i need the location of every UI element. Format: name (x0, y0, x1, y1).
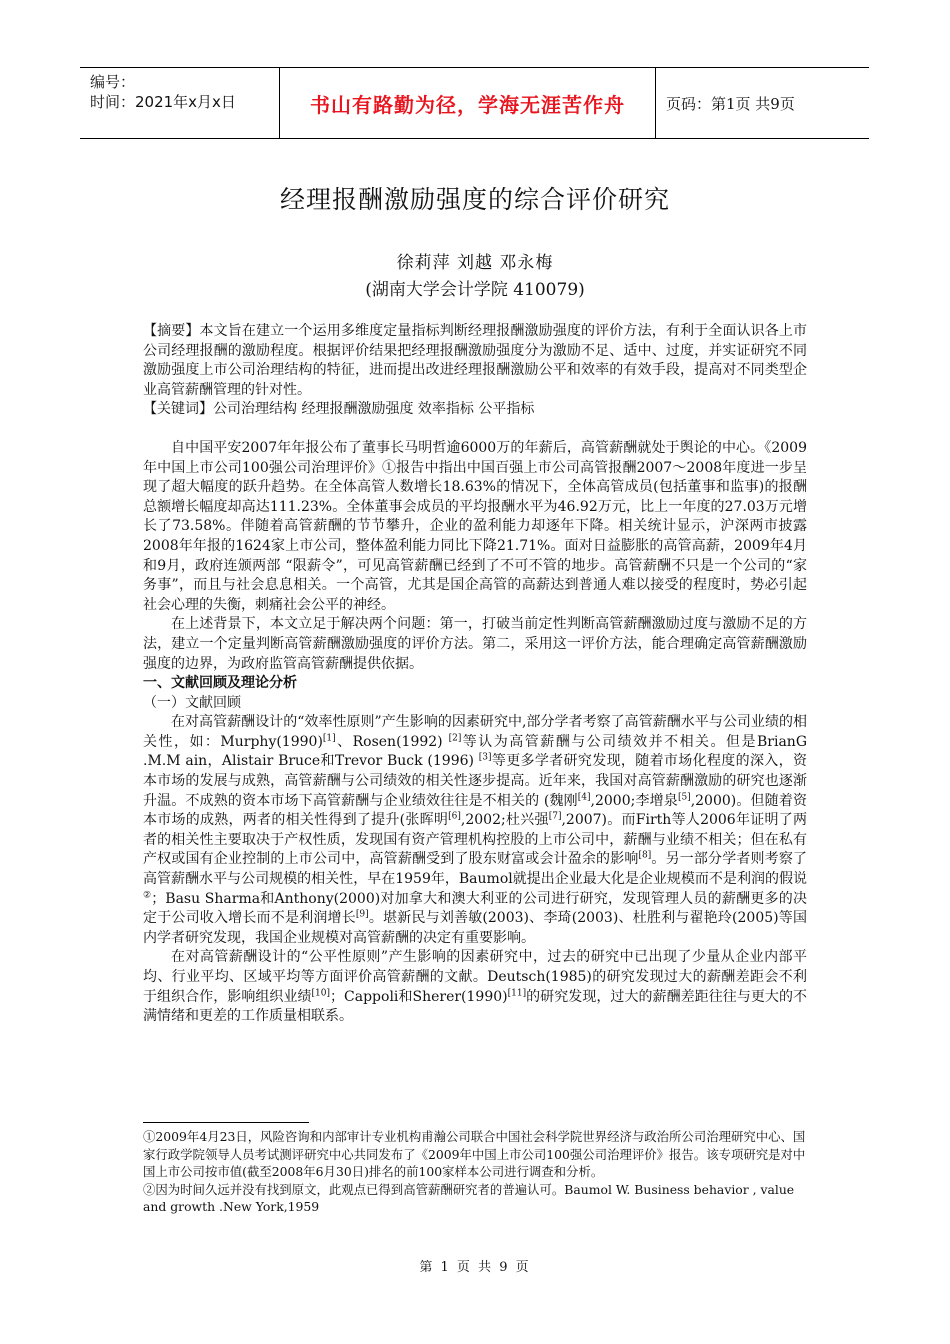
text-run: ,2002;杜兴强 (460, 812, 549, 829)
citation: [10] (311, 987, 331, 998)
header-page-info: 页码：第1页 共9页 (666, 94, 795, 113)
citation: [9] (355, 909, 369, 920)
text-run: ；Basu Sharma和Anthony(2000)对加拿大和澳大利亚的公司进行研究，发现管理人员的薪酬更多的决定于公司收入增长而不是利润增长 (143, 890, 807, 927)
citation: [5] (677, 792, 691, 802)
text-run: 的研究发现，过大的薪酬差距往往与更大的不满情绪和更差的工作质量相联系。 (143, 988, 808, 1025)
citation: [6] (448, 811, 461, 822)
citation: [11] (507, 987, 527, 998)
paragraph-1: 自中国平安2007年年报公布了董事长马明哲逾6000万的年薪后，高管薪酬就处于舆论的中心。《2009年中国上市公司100强公司治理评价》①报告中指出中国百强上市公司高管报酬2007～2008年度进一步呈现了超大幅度的跃升趋势。在全体高管人数增长18.63%的情况下，全体高管成员(包括董事和监事)的报酬总额增长幅度却高达111.23%。全体董事会成员的平均报酬水平为46.92万元，比上一年度的27.03万元增长了73.58%。伴随着高管薪酬的节节攀升，企业的盈利能力却逐年下降。相关统计显示，沪深两市披露2008年年报的1624家上市公司，整体盈利能力同比下降21.71%。面对日益膨胀的高管高薪，2009年4月和9月，政府连颁两部 “限薪令”，可见高管薪酬已经到了不可不管的地步。高管薪酬不只是一个公司的“家务事”，而且与社会息息相关。一个高管，尤其是国企高管的高薪达到普通人难以接受的程度时，势必引起社会心理的失衡，刺痛社会公平的神经。 (143, 439, 807, 613)
article-body (143, 322, 807, 1027)
citation: [4] (577, 792, 591, 802)
citation: [7] (548, 811, 562, 822)
header-meta (80, 68, 280, 138)
text-run: ,2000;李增泉 (590, 792, 678, 809)
text-run: ,2007)。而Firth等人2006年证明了两者的相关性主要取决于产权性质，发现国有资产管理机构控股的上市公司中，薪酬与业绩不相关；但在私有产权或国有企业控制的上市公司中，高管薪酬受到了股东财富或会计盈余的影响 (143, 812, 807, 868)
citation: [3] (478, 752, 492, 763)
page-number: 第 1 页 共 9 页 (419, 1260, 531, 1275)
text-run: 等更多学者研究发现，随着市场化程度的深入，资本市场的发展与成熟，高管薪酬与公司绩效的相关性逐步提高。近年来，我国对高管薪酬激励的研究也逐渐升温。不成熟的资本市场下高管薪酬与企业绩效往往是不相关的 (魏刚 (143, 753, 807, 809)
article-title: 经理报酬激励强度的综合评价研究 (279, 185, 670, 214)
paragraph-3 (143, 713, 807, 948)
code-label: 编号： (90, 73, 136, 91)
text-run: 等认为高管薪酬与公司绩效并不相关。但是BrianG .M.M ain，Alistair Bruce和Trevor Buck (1996) (143, 733, 807, 770)
abstract: 【摘要】本文旨在建立一个运用多维度定量指标判断经理报酬激励强度的评价方法，有利于全面认识各上市公司经理报酬的激励程度。根据评价结果把经理报酬激励强度分为激励不足、适中、过度，并实证研究不同激励强度上市公司治理结构的特征，进而提出改进经理报酬激励公平和效率的有效手段，提高对不同类型企业高管薪酬管理的针对性。 (143, 323, 807, 398)
footnote-2: ②因为时间久远并没有找到原文，此观点已得到高管薪酬研究者的普遍认可。Baumol W. Business behavior , value and growth .New York,1959 (143, 1181, 795, 1214)
text-run: ,2000)。但随着资本市场的成熟，两者的相关性得到了提升(张晖明 (143, 792, 807, 829)
text-run: 。另一部分学者则考察了高管薪酬水平与公司规模的相关性，早在1959年，Baumol就提出企业最大化是企业规模而不是利润的假说 (143, 851, 807, 888)
date-label: 时间：2021年x月x日 (90, 93, 236, 111)
keywords: 【关键词】公司治理结构 经理报酬激励强度 效率指标 公平指标 (143, 401, 535, 418)
paragraph-4 (143, 948, 807, 1026)
subsection-heading-1: （一）文献回顾 (143, 694, 241, 711)
text-run: 。堪新民与刘善敏(2003)、李琦(2003)、杜胜利与翟艳玲(2005)等国内学者研究发现，我国企业规模对高管薪酬的决定有重要影响。 (143, 910, 807, 946)
article-affiliation: (湖南大学会计学院 410079) (365, 280, 585, 300)
paragraph-2: 在上述背景下，本文立足于解决两个问题：第一，打破当前定性判断高管薪酬激励过度与激励不足的方法，建立一个定量判断高管薪酬激励强度的评价方法。第二，采用这一评价方法，能合理确定高管薪酬激励强度的边界，为政府监管高管薪酬提供依据。 (143, 616, 807, 672)
text-run: 在对高管薪酬设计的“效率性原则”产生影响的因素研究中,部分学者考察了高管薪酬水平与公司业绩的相关性，如：Murphy(1990) (143, 714, 807, 750)
footnote-1: ①2009年4月23日，风险咨询和内部审计专业机构甫瀚公司联合中国社会科学院世界经济与政治所公司治理研究中心、国家行政学院领导人员考试测评研究中心共同发布了《2009年中国上市公司100强公司治理评价》报告。该专项研究是对中国上市公司按市值(截至2008年6月30日)排名的前100家样本公司进行调查和分析。 (143, 1129, 806, 1179)
footnote-separator (143, 1122, 309, 1123)
citation: [1] (322, 733, 336, 744)
text-run: 在对高管薪酬设计的“公平性原则”产生影响的因素研究中，过去的研究中已出现了少量从企业内部平均、行业平均、区域平均等方面评价高管薪酬的文献。Deutsch(1985)的研究发现过大的薪酬差距会不利于组织合作，影响组织业绩 (143, 949, 807, 1005)
citation: [8] (638, 850, 652, 861)
section-heading-1: 一、文献回顾及理论分析 (143, 675, 297, 692)
footnote-mark: ② (143, 889, 152, 900)
header-motto: 书山有路勤为径，学海无涯苦作舟 (280, 68, 656, 138)
citation: [2] (448, 733, 462, 744)
footnotes (143, 1128, 807, 1216)
text-run: ；Cappoli和Sherer(1990) (330, 988, 508, 1005)
document-header (80, 67, 869, 139)
article-authors: 徐莉萍 刘越 邓永梅 (396, 253, 554, 273)
text-run: 、Rosen(1992) (335, 733, 449, 750)
